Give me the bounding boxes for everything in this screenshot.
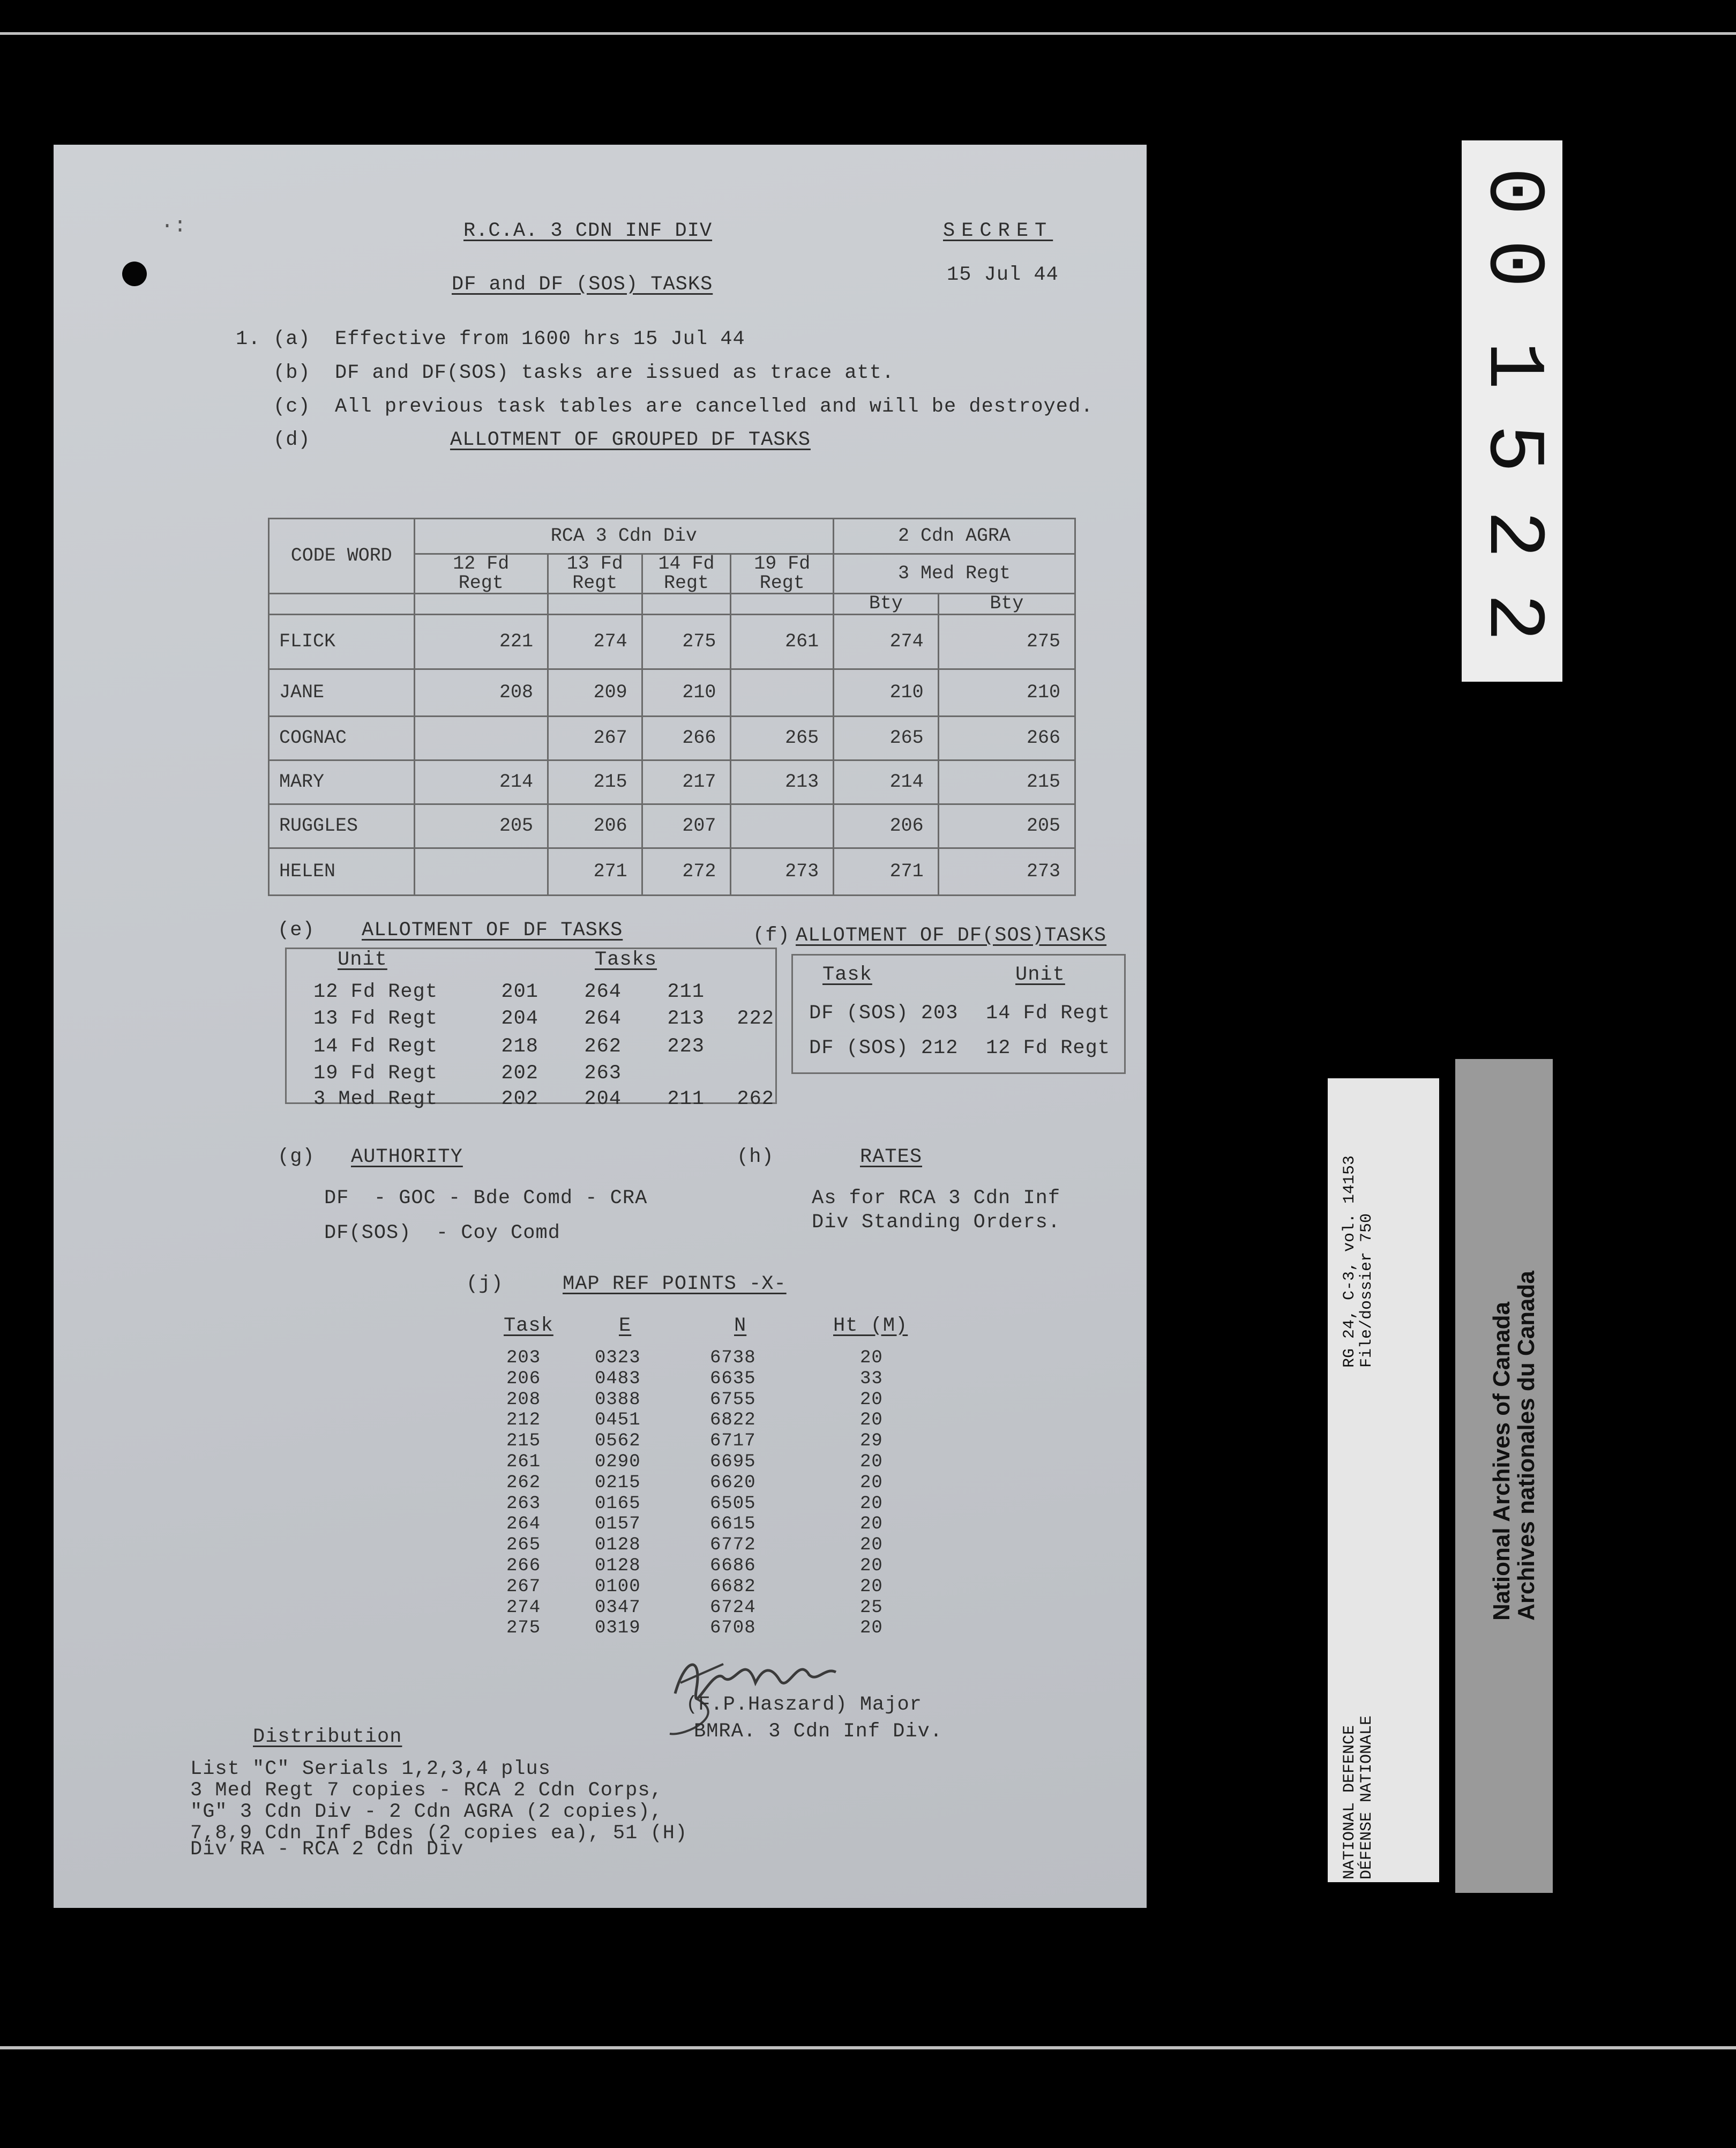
map-ref-cell: 0451 bbox=[595, 1410, 641, 1431]
map-ref-cell: 6717 bbox=[710, 1431, 756, 1452]
frame-digit: 0 bbox=[1466, 239, 1558, 288]
task-number-cell: 207 bbox=[642, 804, 731, 848]
map-ref-cell: 6682 bbox=[710, 1576, 756, 1597]
distribution-line: 7,8,9 Cdn Inf Bdes (2 copies ea), 51 (H) bbox=[190, 1822, 688, 1845]
classification: SECRET bbox=[943, 220, 1053, 242]
map-ref-cell: 0100 bbox=[595, 1576, 641, 1597]
table-row bbox=[269, 760, 1075, 804]
map-ref-cell: 265 bbox=[506, 1535, 541, 1556]
code-word-cell: FLICK bbox=[269, 615, 415, 669]
distribution-line: "G" 3 Cdn Div - 2 Cdn AGRA (2 copies), bbox=[190, 1801, 663, 1823]
df-task-number: 204 bbox=[584, 1088, 622, 1110]
reference-line: RG 24, C-3, vol. 14153 bbox=[1341, 1155, 1359, 1368]
table-row bbox=[269, 669, 1075, 717]
punch-hole bbox=[122, 262, 147, 286]
task-number-cell: 266 bbox=[642, 717, 731, 760]
df-task-number: 223 bbox=[667, 1035, 705, 1058]
map-ref-cell: 6686 bbox=[710, 1556, 756, 1576]
code-word-cell: HELEN bbox=[269, 848, 415, 896]
map-ref-cell: 20 bbox=[860, 1493, 883, 1514]
reference-line: File/dossier 750 bbox=[1358, 1213, 1376, 1368]
task-number-cell: 210 bbox=[642, 669, 731, 717]
df-task-number: 202 bbox=[501, 1088, 538, 1110]
task-number-cell: 205 bbox=[938, 804, 1075, 848]
signature-title: BMRA. 3 Cdn Inf Div. bbox=[694, 1720, 943, 1743]
pencil-mark: ·: bbox=[161, 214, 187, 238]
task-number-cell: 275 bbox=[938, 615, 1075, 669]
authority-line: DF(SOS) - Coy Comd bbox=[324, 1222, 560, 1244]
code-word-cell: MARY bbox=[269, 760, 415, 804]
sos-tasks-label: (f) bbox=[753, 924, 790, 947]
map-ref-cell: 215 bbox=[506, 1431, 541, 1452]
task-number-cell: 265 bbox=[834, 717, 939, 760]
tasks-header: Tasks bbox=[595, 949, 657, 971]
spacer-cell bbox=[731, 594, 834, 615]
task-number-cell: 214 bbox=[414, 760, 548, 804]
agra-group-header: 2 Cdn AGRA bbox=[834, 519, 1075, 554]
task-number-cell: 274 bbox=[548, 615, 642, 669]
df-task-number: 222 bbox=[737, 1008, 774, 1030]
document-sheet bbox=[54, 145, 1147, 1908]
item-c-label: (c) bbox=[273, 396, 311, 418]
task-number-cell: 275 bbox=[642, 615, 731, 669]
df-unit: 19 Fd Regt bbox=[313, 1062, 438, 1085]
map-ref-cell: 0483 bbox=[595, 1368, 641, 1389]
code-word-cell: JANE bbox=[269, 669, 415, 717]
task-number-cell: 273 bbox=[731, 848, 834, 896]
film-edge-bottom bbox=[0, 2046, 1736, 2049]
task-number-cell: 271 bbox=[548, 848, 642, 896]
task-number-cell: 206 bbox=[834, 804, 939, 848]
task-number-cell bbox=[731, 669, 834, 717]
regt-header: 13 Fd Regt bbox=[548, 554, 642, 594]
document-subtitle: DF and DF (SOS) TASKS bbox=[452, 273, 713, 296]
task-number-cell: 213 bbox=[731, 760, 834, 804]
item-b-label: (b) bbox=[273, 362, 311, 384]
map-ref-cell: 206 bbox=[506, 1368, 541, 1389]
spacer-cell bbox=[548, 594, 642, 615]
sos-unit-header: Unit bbox=[1015, 964, 1065, 986]
task-number-cell: 267 bbox=[548, 717, 642, 760]
map-ref-cell: 0319 bbox=[595, 1618, 641, 1639]
signature-name: (F.P.Haszard) Major bbox=[686, 1694, 922, 1716]
task-number-cell: 210 bbox=[938, 669, 1075, 717]
item-d-label: (d) bbox=[273, 429, 311, 451]
map-ref-label: (j) bbox=[466, 1273, 504, 1295]
document-date: 15 Jul 44 bbox=[947, 264, 1059, 286]
map-ref-header-ht: Ht (M) bbox=[833, 1315, 908, 1337]
map-ref-cell: 263 bbox=[506, 1493, 541, 1514]
task-number-cell: 205 bbox=[414, 804, 548, 848]
med-regt-header: 3 Med Regt bbox=[834, 554, 1075, 594]
map-ref-cell: 0215 bbox=[595, 1472, 641, 1493]
frame-digit: 5 bbox=[1466, 424, 1558, 473]
map-ref-cell: 0128 bbox=[595, 1535, 641, 1556]
map-ref-cell: 33 bbox=[860, 1368, 883, 1389]
map-ref-cell: 267 bbox=[506, 1576, 541, 1597]
task-number-cell: 273 bbox=[938, 848, 1075, 896]
spacer-cell bbox=[269, 594, 415, 615]
map-ref-header-n: N bbox=[734, 1315, 747, 1337]
map-ref-cell: 262 bbox=[506, 1472, 541, 1493]
code-word-cell: RUGGLES bbox=[269, 804, 415, 848]
distribution-line: Div RA - RCA 2 Cdn Div bbox=[190, 1838, 464, 1861]
regt-header: 19 Fd Regt bbox=[731, 554, 834, 594]
df-task-number: 211 bbox=[667, 1088, 705, 1110]
task-number-cell: 217 bbox=[642, 760, 731, 804]
df-task-number: 204 bbox=[501, 1008, 538, 1030]
task-number-cell: 209 bbox=[548, 669, 642, 717]
df-task-number: 211 bbox=[667, 981, 705, 1003]
distribution-line: List "C" Serials 1,2,3,4 plus bbox=[190, 1758, 551, 1780]
map-ref-cell: 20 bbox=[860, 1556, 883, 1576]
map-ref-cell: 0323 bbox=[595, 1348, 641, 1368]
frame-digit: 2 bbox=[1466, 593, 1558, 642]
map-ref-cell: 6738 bbox=[710, 1348, 756, 1368]
sos-tasks-title: ALLOTMENT OF DF(SOS)TASKS bbox=[796, 924, 1107, 947]
task-number-cell: 272 bbox=[642, 848, 731, 896]
df-task-number: 264 bbox=[584, 981, 622, 1003]
item-a-label: (a) bbox=[273, 328, 311, 350]
task-number-cell bbox=[414, 717, 548, 760]
map-ref-cell: 275 bbox=[506, 1618, 541, 1639]
map-ref-cell: 20 bbox=[860, 1472, 883, 1493]
sos-unit: 14 Fd Regt bbox=[986, 1002, 1111, 1025]
map-ref-cell: 6505 bbox=[710, 1493, 756, 1514]
map-ref-cell: 6755 bbox=[710, 1389, 756, 1410]
df-task-number: 218 bbox=[501, 1035, 538, 1058]
distribution-title: Distribution bbox=[253, 1726, 402, 1748]
map-ref-cell: 20 bbox=[860, 1348, 883, 1368]
df-task-number: 262 bbox=[737, 1088, 774, 1110]
task-number-cell bbox=[414, 848, 548, 896]
grouped-df-tasks-table bbox=[268, 518, 1076, 896]
map-ref-cell: 203 bbox=[506, 1348, 541, 1368]
map-ref-cell: 0157 bbox=[595, 1514, 641, 1535]
map-ref-cell: 266 bbox=[506, 1556, 541, 1576]
df-task-number: 213 bbox=[667, 1008, 705, 1030]
df-task-number: 264 bbox=[584, 1008, 622, 1030]
rates-line: Div Standing Orders. bbox=[812, 1211, 1061, 1234]
map-ref-cell: 6822 bbox=[710, 1410, 756, 1431]
map-ref-cell: 0562 bbox=[595, 1431, 641, 1452]
code-word-cell: COGNAC bbox=[269, 717, 415, 760]
map-ref-cell: 212 bbox=[506, 1410, 541, 1431]
map-ref-cell: 6708 bbox=[710, 1618, 756, 1639]
map-ref-cell: 0347 bbox=[595, 1597, 641, 1618]
table-row bbox=[269, 848, 1075, 896]
map-ref-cell: 20 bbox=[860, 1618, 883, 1639]
map-ref-cell: 20 bbox=[860, 1576, 883, 1597]
map-ref-cell: 20 bbox=[860, 1535, 883, 1556]
rates-title: RATES bbox=[860, 1146, 923, 1168]
map-ref-cell: 6635 bbox=[710, 1368, 756, 1389]
map-ref-cell: 20 bbox=[860, 1389, 883, 1410]
task-number-cell: 210 bbox=[834, 669, 939, 717]
df-task-number: 201 bbox=[501, 981, 538, 1003]
map-ref-cell: 6772 bbox=[710, 1535, 756, 1556]
map-ref-cell: 0165 bbox=[595, 1493, 641, 1514]
map-ref-cell: 25 bbox=[860, 1597, 883, 1618]
archives-name-fr: Archives nationales du Canada bbox=[1513, 1271, 1539, 1621]
dept-line: DÉFENSE NATIONALE bbox=[1358, 1715, 1376, 1879]
map-ref-cell: 261 bbox=[506, 1452, 541, 1472]
task-number-cell: 265 bbox=[731, 717, 834, 760]
bty-header: Bty bbox=[834, 594, 939, 615]
map-ref-cell: 0290 bbox=[595, 1452, 641, 1472]
regt-header: 14 Fd Regt bbox=[642, 554, 731, 594]
item-b-text: DF and DF(SOS) tasks are issued as trace att. bbox=[335, 362, 895, 384]
map-ref-header-task: Task bbox=[504, 1315, 553, 1337]
distribution-line: 3 Med Regt 7 copies - RCA 2 Cdn Corps, bbox=[190, 1779, 663, 1802]
frame-digit: 1 bbox=[1466, 341, 1558, 390]
map-ref-cell: 6724 bbox=[710, 1597, 756, 1618]
authority-title: AUTHORITY bbox=[351, 1146, 463, 1168]
df-unit: 12 Fd Regt bbox=[313, 981, 438, 1003]
map-ref-cell: 208 bbox=[506, 1389, 541, 1410]
bty-header: Bty bbox=[938, 594, 1075, 615]
sos-unit: 12 Fd Regt bbox=[986, 1037, 1111, 1060]
df-task-number: 263 bbox=[584, 1062, 622, 1085]
df-unit: 14 Fd Regt bbox=[313, 1035, 438, 1058]
item-c-text: All previous task tables are cancelled and will be destroyed. bbox=[335, 396, 1094, 418]
df-task-number: 262 bbox=[584, 1035, 622, 1058]
header-title: R.C.A. 3 CDN INF DIV bbox=[463, 220, 713, 242]
sos-task: DF (SOS) 203 bbox=[809, 1002, 959, 1025]
task-number-cell: 215 bbox=[548, 760, 642, 804]
film-edge-top bbox=[0, 32, 1736, 35]
map-ref-cell: 6615 bbox=[710, 1514, 756, 1535]
table-row bbox=[269, 717, 1075, 760]
task-number-cell bbox=[731, 804, 834, 848]
map-ref-title: MAP REF POINTS -X- bbox=[563, 1273, 787, 1295]
map-ref-cell: 0388 bbox=[595, 1389, 641, 1410]
rates-label: (h) bbox=[737, 1146, 774, 1168]
dept-line: NATIONAL DEFENCE bbox=[1341, 1725, 1359, 1879]
task-number-cell: 208 bbox=[414, 669, 548, 717]
map-ref-cell: 0128 bbox=[595, 1556, 641, 1576]
table-row bbox=[269, 804, 1075, 848]
map-ref-cell: 274 bbox=[506, 1597, 541, 1618]
df-unit: 3 Med Regt bbox=[313, 1088, 438, 1110]
map-ref-cell: 29 bbox=[860, 1431, 883, 1452]
df-tasks-label: (e) bbox=[278, 919, 315, 942]
frame-digit: 2 bbox=[1466, 510, 1558, 558]
df-tasks-title: ALLOTMENT OF DF TASKS bbox=[362, 919, 623, 942]
frame-number-stamp bbox=[1462, 140, 1562, 682]
df-task-number: 202 bbox=[501, 1062, 538, 1085]
item-d-title: ALLOTMENT OF GROUPED DF TASKS bbox=[450, 429, 811, 451]
spacer-cell bbox=[414, 594, 548, 615]
task-number-cell: 274 bbox=[834, 615, 939, 669]
task-number-cell: 271 bbox=[834, 848, 939, 896]
regt-header: 12 Fd Regt bbox=[414, 554, 548, 594]
map-ref-cell: 6695 bbox=[710, 1452, 756, 1472]
rca-group-header: RCA 3 Cdn Div bbox=[414, 519, 834, 554]
item-a-text: Effective from 1600 hrs 15 Jul 44 bbox=[335, 328, 745, 350]
map-ref-cell: 20 bbox=[860, 1452, 883, 1472]
task-number-cell: 215 bbox=[938, 760, 1075, 804]
task-number-cell: 266 bbox=[938, 717, 1075, 760]
frame-digit: 0 bbox=[1466, 167, 1558, 215]
unit-header: Unit bbox=[338, 949, 387, 971]
sos-task: DF (SOS) 212 bbox=[809, 1037, 959, 1060]
spacer-cell bbox=[642, 594, 731, 615]
map-ref-cell: 264 bbox=[506, 1514, 541, 1535]
archives-name-en: National Archives of Canada bbox=[1488, 1302, 1515, 1621]
map-ref-cell: 20 bbox=[860, 1410, 883, 1431]
df-unit: 13 Fd Regt bbox=[313, 1008, 438, 1030]
code-word-header: CODE WORD bbox=[269, 519, 415, 594]
table-row bbox=[269, 615, 1075, 669]
task-number-cell: 261 bbox=[731, 615, 834, 669]
task-number-cell: 214 bbox=[834, 760, 939, 804]
rates-line: As for RCA 3 Cdn Inf bbox=[812, 1187, 1061, 1210]
map-ref-cell: 6620 bbox=[710, 1472, 756, 1493]
authority-line: DF - GOC - Bde Comd - CRA bbox=[324, 1187, 648, 1210]
map-ref-header-e: E bbox=[619, 1315, 632, 1337]
archives-label bbox=[1455, 1059, 1553, 1893]
paragraph-number: 1. bbox=[236, 328, 261, 350]
reference-label bbox=[1328, 1078, 1439, 1882]
map-ref-cell: 20 bbox=[860, 1514, 883, 1535]
task-number-cell: 206 bbox=[548, 804, 642, 848]
authority-label: (g) bbox=[278, 1146, 315, 1168]
task-number-cell: 221 bbox=[414, 615, 548, 669]
task-header: Task bbox=[822, 964, 872, 986]
